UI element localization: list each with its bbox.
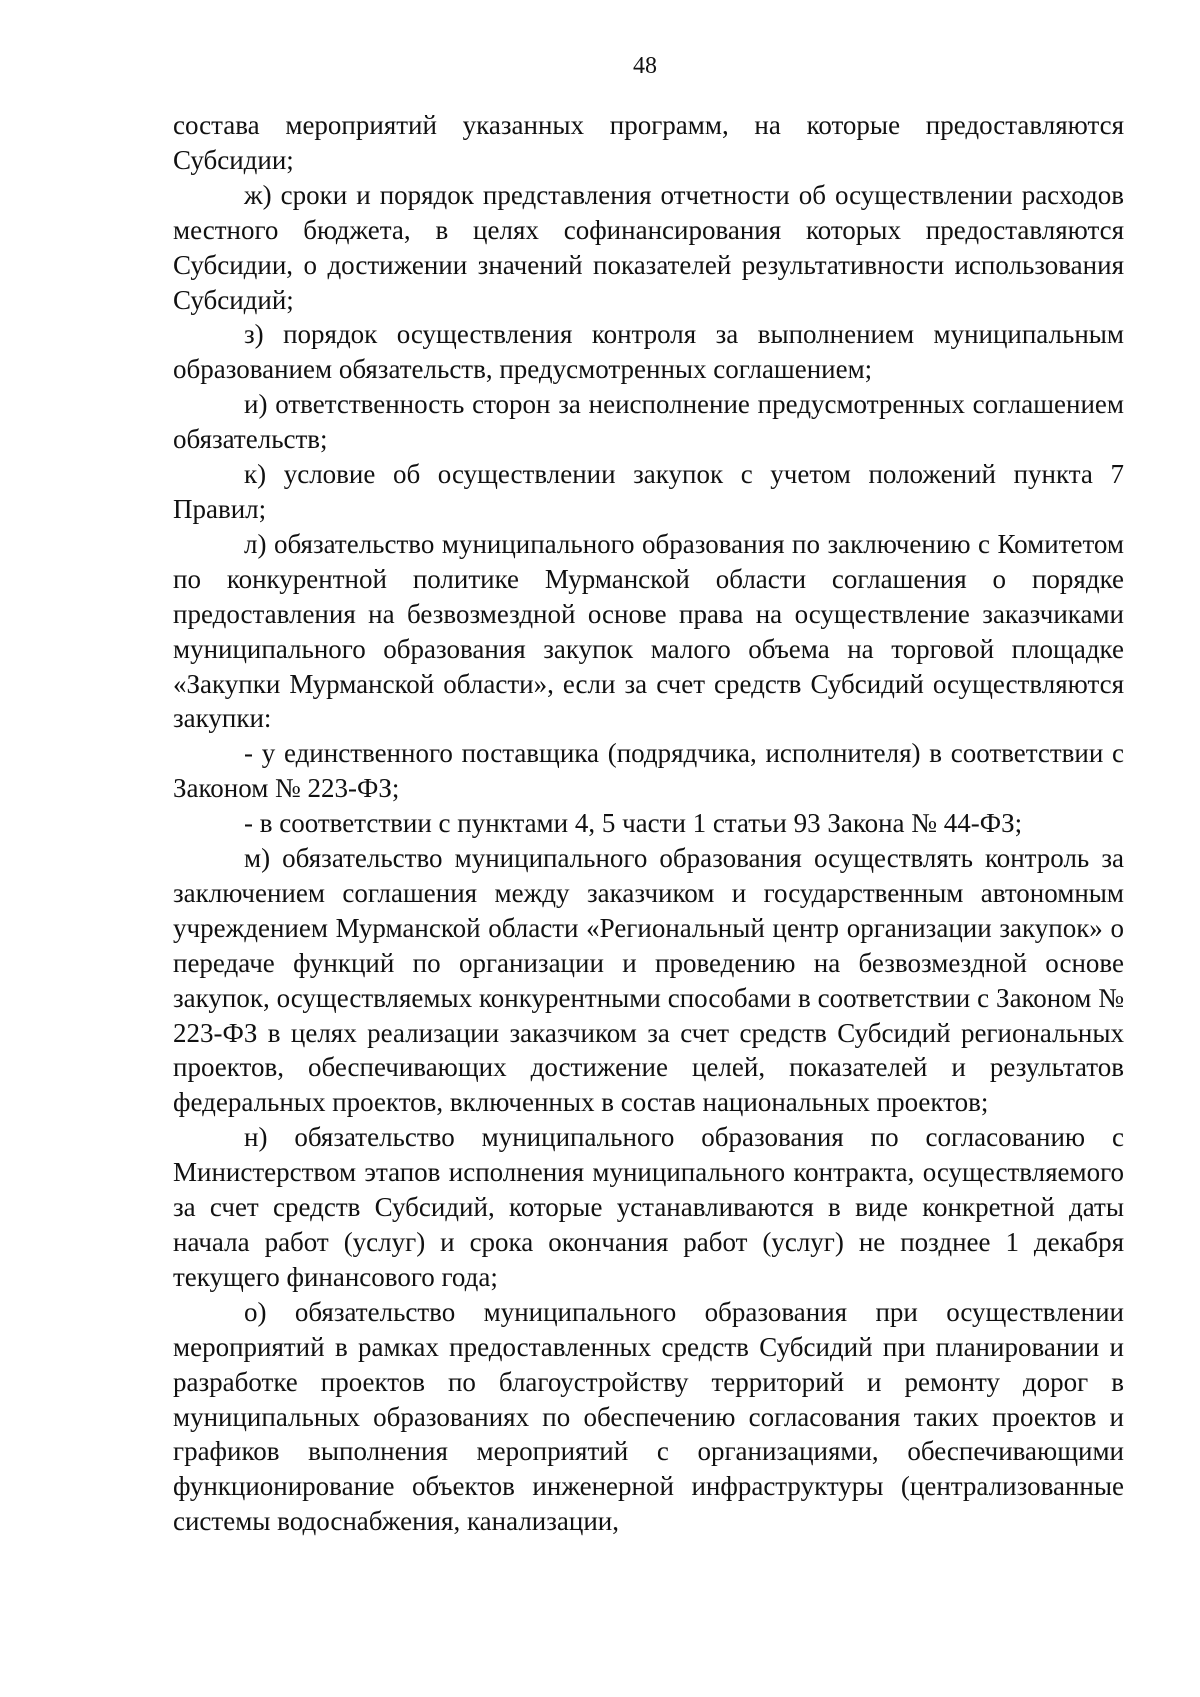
paragraph-l: л) обязательство муниципального образования по заключению с Комитетом по конкурентной политике Мурманской области соглашения о порядке предоставления на безвозмездной основе права на осуществление заказчиками муниципального образования закупок малого объема на торговой площадке «Закупки Мурманской области», если за счет средств Субсидий осуществляются закупки: xyxy=(173,528,1124,734)
paragraph-n: н) обязательство муниципального образования по согласованию с Министерством этапов исполнения муниципального контракта, осуществляемого за счет средств Субсидий, которые устанавливаются в виде конкретной даты начала работ (услуг) и срока окончания работ (услуг) не позднее 1 декабря текущего финансового года; xyxy=(173,1122,1124,1292)
list-item-article-93: - в соответствии с пунктами 4, 5 части 1 статьи 93 Закона № 44-ФЗ; xyxy=(244,808,1023,839)
paragraph-m: м) обязательство муниципального образования осуществлять контроль за заключением соглашения между заказчиком и государственным автономным учреждением Мурманской области «Региональный центр организации закупок» о передаче функций по организации и проведению на безвозмездной основе закупок, осуществляемых конкурентными способами в соответствии с Законом № 223-ФЗ в целях реализации заказчиком за счет средств Субсидий региональных проектов, обеспечивающих достижение целей, показателей и результатов федеральных проектов, включенных в состав национальных проектов; xyxy=(173,843,1124,1118)
paragraph-o: о) обязательство муниципального образования при осуществлении мероприятий в рамках предоставленных средств Субсидий при планировании и разработке проектов по благоустройству территорий и ремонту дорог в муниципальных образованиях по обеспечению согласования таких проектов и графиков выполнения мероприятий с организациями, обеспечивающими функционирование объектов инженерной инфраструктуры (централизованные системы водоснабжения, канализации, xyxy=(173,1296,1124,1537)
paragraph-intro: состава мероприятий указанных программ, на которые предоставляются Субсидии; xyxy=(173,110,1124,175)
page-number: 48 xyxy=(633,53,657,79)
paragraph-zh: ж) сроки и порядок представления отчетности об осуществлении расходов местного бюджета, в целях софинансирования которых предоставляются Субсидии, о достижении значений показателей результативности использования Субсидий; xyxy=(173,179,1124,315)
paragraph-z: з) порядок осуществления контроля за выполнением муниципальным образованием обязательств, предусмотренных соглашением; xyxy=(173,319,1124,385)
paragraph-k: к) условие об осуществлении закупок с учетом положений пункта 7 Правил; xyxy=(173,459,1124,524)
list-item-sole-supplier: - у единственного поставщика (подрядчика, исполнителя) в соответствии с Законом № 223-ФЗ; xyxy=(173,738,1124,804)
document-body xyxy=(173,108,1124,1539)
paragraph-i: и) ответственность сторон за неисполнение предусмотренных соглашением обязательств; xyxy=(173,389,1124,455)
